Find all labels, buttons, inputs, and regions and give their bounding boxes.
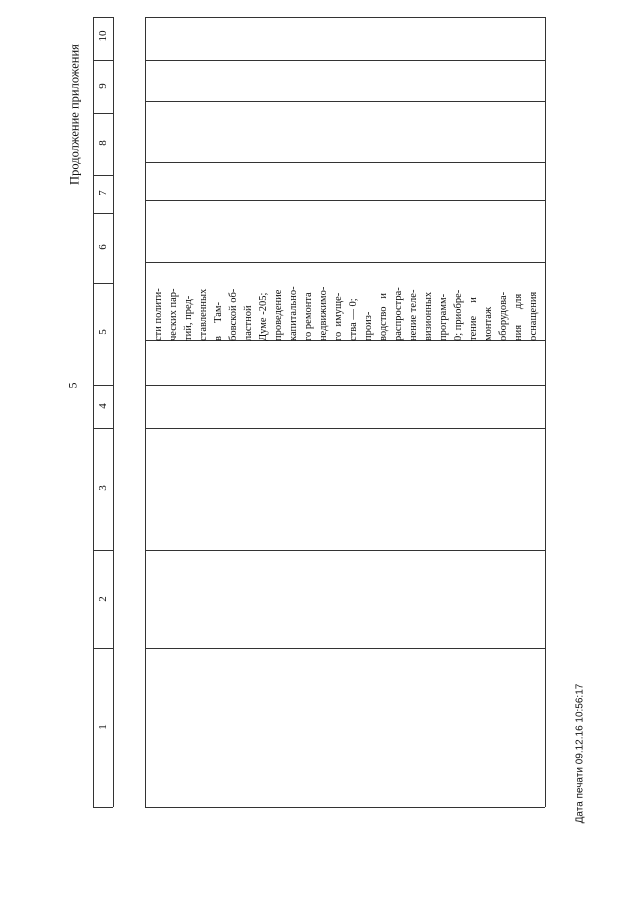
col5-line: произ- bbox=[363, 311, 374, 341]
column-number-7: 7 bbox=[97, 190, 109, 196]
column-number-9: 9 bbox=[97, 83, 109, 89]
print-date: Дата печати 09.12.16 10:56:17 bbox=[574, 683, 586, 824]
body-right-border bbox=[545, 17, 546, 807]
body-sep-8-9 bbox=[145, 101, 545, 102]
col5-line: ластной bbox=[243, 305, 254, 341]
body-sep-1-2-a bbox=[145, 550, 545, 551]
col5-line: монтаж bbox=[483, 306, 494, 341]
header-sep-5-6 bbox=[93, 283, 113, 284]
column-number-3: 3 bbox=[97, 485, 109, 491]
header-sep-1-2 bbox=[93, 648, 113, 649]
top-border-header bbox=[93, 17, 113, 18]
column-number-6: 6 bbox=[97, 244, 109, 250]
col5-line: проведение bbox=[273, 289, 284, 341]
column-number-8: 8 bbox=[97, 140, 109, 146]
header-sep-8-9 bbox=[93, 113, 113, 114]
col5-line: 0; приобре- bbox=[453, 289, 464, 341]
header-left-border bbox=[93, 17, 94, 807]
caption: Продолжение приложения bbox=[67, 44, 82, 185]
body-sep-9-10 bbox=[145, 60, 545, 61]
col5-line: го имуще- bbox=[333, 292, 344, 341]
header-sep-4-5 bbox=[93, 385, 113, 386]
body-sep-1-2-b bbox=[145, 648, 545, 649]
body-sep-6-7 bbox=[145, 200, 545, 201]
body-left-border bbox=[145, 17, 146, 807]
col5-line: оснащения bbox=[528, 291, 539, 341]
body-sep-3-4 bbox=[145, 385, 545, 386]
col5-line: тение и bbox=[468, 297, 479, 341]
header-sep-2-3 bbox=[93, 550, 113, 551]
header-sep-7-8 bbox=[93, 175, 113, 176]
col5-line: сти полити- bbox=[153, 288, 164, 341]
column-number-5: 5 bbox=[97, 329, 109, 335]
col5-line: капитально- bbox=[288, 286, 299, 341]
bottom-border-body bbox=[145, 807, 545, 808]
col5-line: водство и bbox=[378, 292, 389, 341]
col5-line: бовской об- bbox=[228, 288, 239, 341]
col5-line: распростра- bbox=[393, 287, 404, 341]
header-sep-6-7 bbox=[93, 213, 113, 214]
header-sep-3-4 bbox=[93, 428, 113, 429]
header-sep-9-10 bbox=[93, 60, 113, 61]
col5-line: ставленных bbox=[198, 288, 209, 341]
col5-line: в Там- bbox=[213, 301, 224, 341]
col5-line: нение теле- bbox=[408, 289, 419, 341]
col5-line: ческих пар- bbox=[168, 288, 179, 341]
column-number-1: 1 bbox=[97, 724, 109, 730]
body-sep-2-3 bbox=[145, 428, 545, 429]
col5-line: визионных bbox=[423, 291, 434, 341]
column-number-4: 4 bbox=[97, 403, 109, 409]
top-border-body bbox=[145, 17, 545, 18]
col5-line: ния для bbox=[513, 293, 524, 341]
body-sep-7-8 bbox=[145, 162, 545, 163]
col5-line: ства — 0; bbox=[348, 298, 359, 341]
col5-line: недвижимо- bbox=[318, 286, 329, 341]
col5-line: го ремонта bbox=[303, 292, 314, 341]
column-number-10: 10 bbox=[97, 30, 109, 42]
col5-line: программ- bbox=[438, 293, 449, 341]
page-number: 5 bbox=[65, 382, 80, 389]
col5-line: оборудова- bbox=[498, 291, 509, 341]
bottom-border-header bbox=[93, 807, 113, 808]
col5-line: тий, пред- bbox=[183, 295, 194, 341]
header-right-border bbox=[113, 17, 114, 807]
col5-line: Думе -205; bbox=[258, 292, 269, 341]
column-number-2: 2 bbox=[97, 596, 109, 602]
